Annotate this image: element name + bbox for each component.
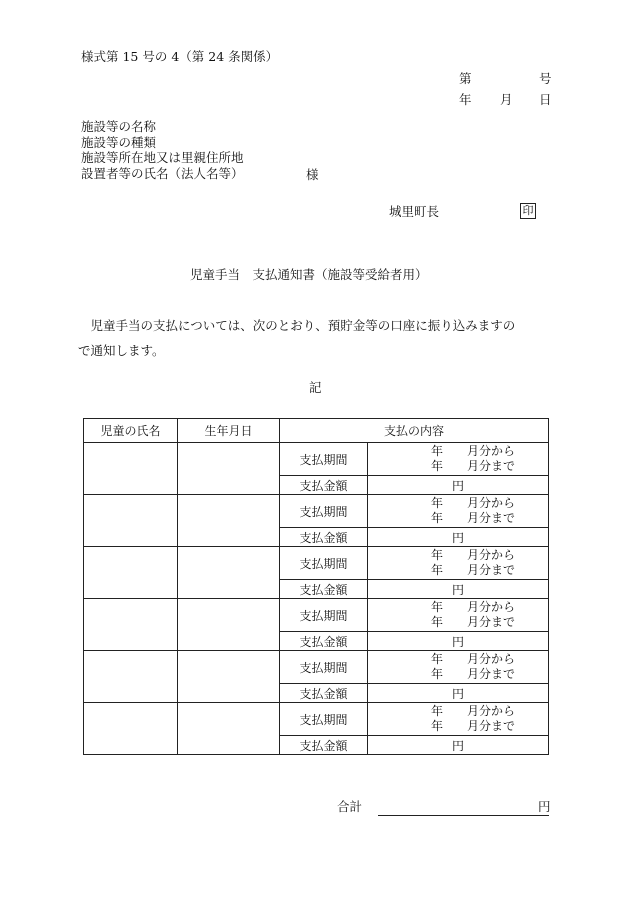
form-number: 様式第 15 号の 4（第 24 条関係） bbox=[81, 49, 279, 64]
child-name-cell bbox=[84, 599, 178, 651]
amount-label-cell: 支払金額 bbox=[280, 476, 368, 495]
date-month: 月 bbox=[500, 92, 513, 107]
amount-value-cell: 円 bbox=[368, 632, 549, 651]
period-from: 年 月分から bbox=[431, 444, 516, 458]
child-name-cell bbox=[84, 703, 178, 755]
seal-text: 印 bbox=[520, 203, 536, 219]
amount-label-cell: 支払金額 bbox=[280, 684, 368, 703]
recipient-block bbox=[81, 119, 244, 181]
child-name-cell bbox=[84, 443, 178, 495]
period-value-cell bbox=[368, 443, 549, 476]
amount-value-cell: 円 bbox=[368, 684, 549, 703]
issuer-title: 城里町長 bbox=[389, 204, 440, 219]
period-value-cell bbox=[368, 599, 549, 632]
total-yen: 円 bbox=[538, 799, 551, 814]
birth-date-cell bbox=[178, 495, 280, 547]
header-birth-date: 生年月日 bbox=[178, 419, 280, 443]
period-to: 年 月分まで bbox=[431, 615, 516, 629]
ki-mark: 記 bbox=[309, 380, 322, 395]
recipient-honorific: 様 bbox=[306, 167, 319, 182]
amount-value-cell: 円 bbox=[368, 476, 549, 495]
birth-date-cell bbox=[178, 703, 280, 755]
header-child-name: 児童の氏名 bbox=[84, 419, 178, 443]
recipient-address: 施設等所在地又は里親住所地 bbox=[81, 150, 244, 165]
amount-value-cell: 円 bbox=[368, 736, 549, 755]
amount-value-cell: 円 bbox=[368, 580, 549, 599]
recipient-facility-name: 施設等の名称 bbox=[81, 119, 157, 134]
period-from: 年 月分から bbox=[431, 652, 516, 666]
birth-date-cell bbox=[178, 599, 280, 651]
period-label-cell: 支払期間 bbox=[280, 443, 368, 476]
amount-label-cell: 支払金額 bbox=[280, 736, 368, 755]
amount-label-cell: 支払金額 bbox=[280, 580, 368, 599]
recipient-facility-type: 施設等の種類 bbox=[81, 134, 157, 150]
body-text-line-2: で通知します。 bbox=[78, 343, 165, 358]
table-row bbox=[84, 547, 549, 580]
birth-date-cell bbox=[178, 547, 280, 599]
recipient-operator-name: 設置者等の氏名（法人名等） bbox=[81, 165, 244, 181]
table-row bbox=[84, 651, 549, 684]
amount-label-cell: 支払金額 bbox=[280, 632, 368, 651]
child-name-cell bbox=[84, 651, 178, 703]
birth-date-cell bbox=[178, 443, 280, 495]
body-text-line-1: 児童手当の支払については、次のとおり、預貯金等の口座に振り込みますの bbox=[78, 318, 516, 333]
amount-value-cell: 円 bbox=[368, 528, 549, 547]
period-label-cell: 支払期間 bbox=[280, 703, 368, 736]
period-label-cell: 支払期間 bbox=[280, 599, 368, 632]
table-row bbox=[84, 703, 549, 736]
period-to: 年 月分まで bbox=[431, 667, 516, 681]
period-from: 年 月分から bbox=[431, 704, 516, 718]
document-title: 児童手当 支払通知書（施設等受給者用） bbox=[190, 267, 428, 282]
amount-label-cell: 支払金額 bbox=[280, 528, 368, 547]
payment-table bbox=[83, 418, 549, 755]
doc-no-prefix: 第 bbox=[459, 71, 472, 86]
header-payment-details: 支払の内容 bbox=[280, 419, 549, 443]
period-to: 年 月分まで bbox=[431, 511, 516, 525]
date-day: 日 bbox=[539, 92, 552, 107]
period-label-cell: 支払期間 bbox=[280, 651, 368, 684]
table-row bbox=[84, 443, 549, 476]
period-to: 年 月分まで bbox=[431, 459, 516, 473]
period-to: 年 月分まで bbox=[431, 563, 516, 577]
period-to: 年 月分まで bbox=[431, 719, 516, 733]
table-row bbox=[84, 599, 549, 632]
period-label-cell: 支払期間 bbox=[280, 547, 368, 580]
table-body bbox=[84, 443, 549, 755]
seal-mark bbox=[520, 202, 536, 219]
date-year: 年 bbox=[459, 92, 472, 107]
total-label: 合計 bbox=[337, 799, 363, 814]
doc-no-suffix: 号 bbox=[539, 71, 552, 86]
period-value-cell bbox=[368, 547, 549, 580]
period-from: 年 月分から bbox=[431, 496, 516, 510]
period-value-cell bbox=[368, 495, 549, 528]
child-name-cell bbox=[84, 547, 178, 599]
period-label-cell: 支払期間 bbox=[280, 495, 368, 528]
period-from: 年 月分から bbox=[431, 548, 516, 562]
birth-date-cell bbox=[178, 651, 280, 703]
child-name-cell bbox=[84, 495, 178, 547]
table-row bbox=[84, 495, 549, 528]
period-value-cell bbox=[368, 703, 549, 736]
table-header-row bbox=[84, 419, 549, 443]
period-from: 年 月分から bbox=[431, 600, 516, 614]
total-amount-line bbox=[378, 815, 549, 816]
period-value-cell bbox=[368, 651, 549, 684]
